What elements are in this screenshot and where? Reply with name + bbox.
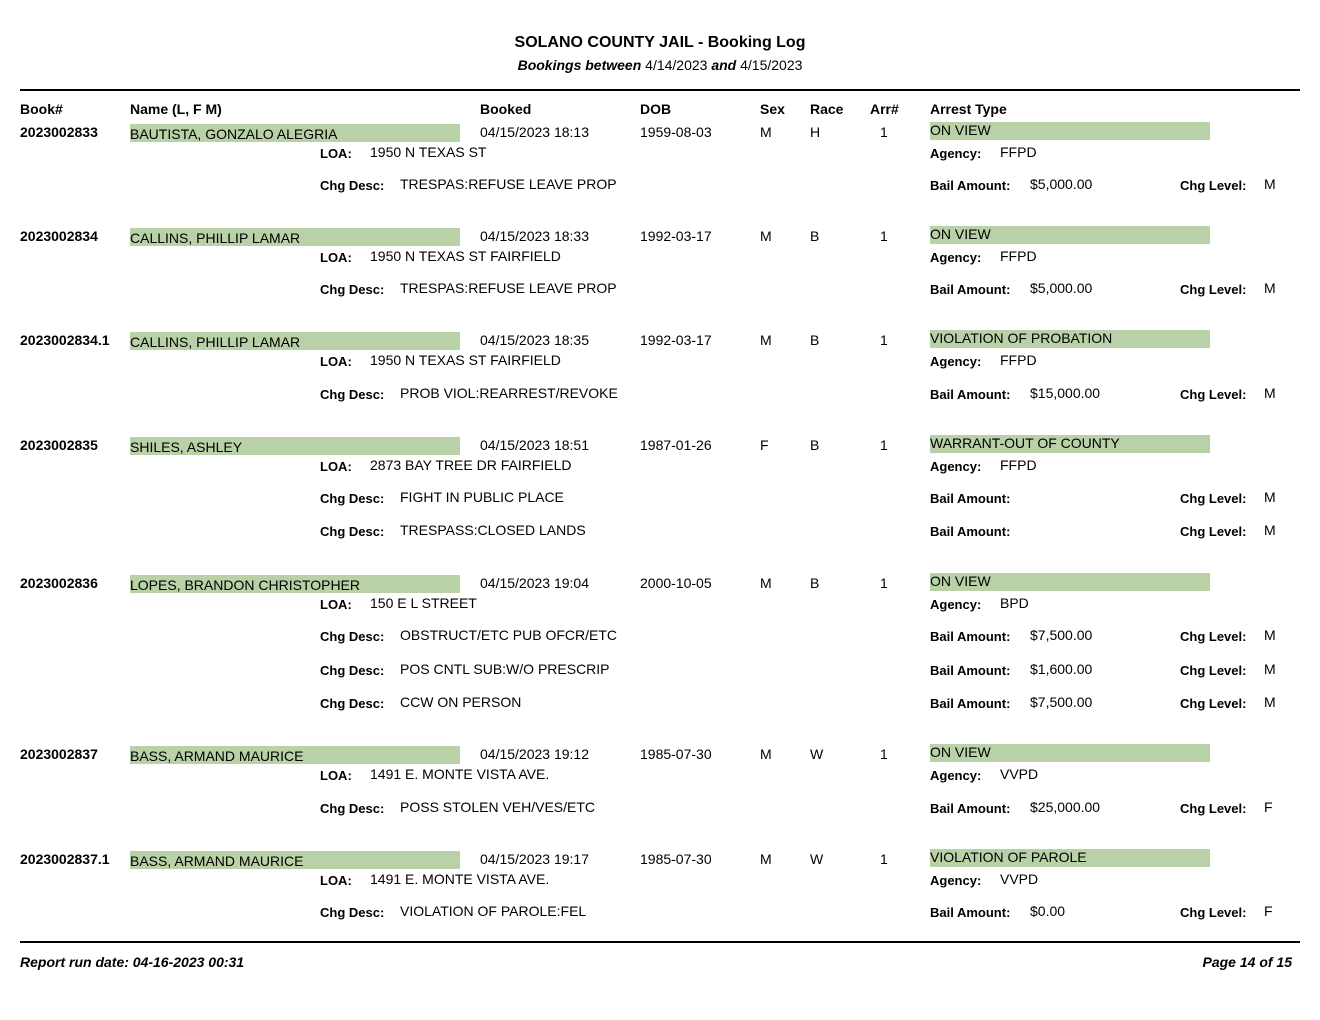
bail-amount: $5,000.00 xyxy=(1030,280,1093,296)
report-title: SOLANO COUNTY JAIL - Booking Log xyxy=(514,34,806,51)
bail-amount: $25,000.00 xyxy=(1030,799,1101,815)
agency-label: Agency: xyxy=(930,354,982,369)
charge-desc: TRESPAS:REFUSE LEAVE PROP xyxy=(400,176,617,192)
book-number: 2023002833 xyxy=(20,124,98,140)
bail-amount-label: Bail Amount: xyxy=(930,905,1011,920)
date-of-birth: 1992-03-17 xyxy=(640,332,712,348)
charge-desc-label: Chg Desc: xyxy=(320,801,385,816)
booked-datetime: 04/15/2023 18:13 xyxy=(480,124,589,140)
sex-value: M xyxy=(760,124,772,140)
charge-desc: POS CNTL SUB:W/O PRESCRIP xyxy=(400,661,610,677)
booked-datetime: 04/15/2023 18:35 xyxy=(480,332,589,348)
agency-label: Agency: xyxy=(930,459,982,474)
agency-value: VVPD xyxy=(1000,871,1039,887)
arrest-type: VIOLATION OF PAROLE xyxy=(930,849,1087,865)
col-header-race: Race xyxy=(810,101,844,117)
bail-amount-label: Bail Amount: xyxy=(930,663,1011,678)
arrest-type: WARRANT-OUT OF COUNTY xyxy=(930,435,1120,451)
col-header-arrest-type: Arrest Type xyxy=(930,101,1007,117)
loa-label: LOA: xyxy=(320,768,352,783)
booked-datetime: 04/15/2023 19:04 xyxy=(480,575,589,591)
bail-amount: $15,000.00 xyxy=(1030,385,1101,401)
date-of-birth: 1959-08-03 xyxy=(640,124,712,140)
charge-level: M xyxy=(1264,489,1276,505)
inmate-name: BAUTISTA, GONZALO ALEGRIA xyxy=(130,126,338,142)
charge-row xyxy=(0,694,1320,714)
charge-desc: VIOLATION OF PAROLE:FEL xyxy=(400,903,587,919)
inmate-name: SHILES, ASHLEY xyxy=(130,439,243,455)
inmate-name: CALLINS, PHILLIP LAMAR xyxy=(130,334,301,350)
book-number: 2023002836 xyxy=(20,575,98,591)
sex-value: F xyxy=(760,437,769,453)
date-from: 4/14/2023 xyxy=(645,57,708,73)
book-number: 2023002834.1 xyxy=(20,332,110,348)
subtitle-prefix: Bookings between xyxy=(517,57,642,73)
arrest-type: ON VIEW xyxy=(930,122,991,138)
sex-value: M xyxy=(760,228,772,244)
col-header-name: Name (L, F M) xyxy=(130,101,222,117)
bail-amount: $1,600.00 xyxy=(1030,661,1093,677)
col-header-arr: Arr# xyxy=(870,101,899,117)
agency-value: FFPD xyxy=(1000,457,1037,473)
date-of-birth: 1985-07-30 xyxy=(640,746,712,762)
book-number: 2023002837 xyxy=(20,746,98,762)
charge-desc-label: Chg Desc: xyxy=(320,387,385,402)
bail-amount-label: Bail Amount: xyxy=(930,524,1011,539)
agency-value: BPD xyxy=(1000,595,1029,611)
charge-desc-label: Chg Desc: xyxy=(320,524,385,539)
charge-desc: POSS STOLEN VEH/VES/ETC xyxy=(400,799,596,815)
arrest-type: VIOLATION OF PROBATION xyxy=(930,330,1113,346)
booked-datetime: 04/15/2023 18:33 xyxy=(480,228,589,244)
footer-divider xyxy=(20,941,1300,943)
loa-value: 1491 E. MONTE VISTA AVE. xyxy=(370,871,550,887)
bail-amount-label: Bail Amount: xyxy=(930,387,1011,402)
booked-datetime: 04/15/2023 19:12 xyxy=(480,746,589,762)
bail-amount: $7,500.00 xyxy=(1030,694,1093,710)
bail-amount-label: Bail Amount: xyxy=(930,282,1011,297)
subtitle-and: and xyxy=(711,57,737,73)
date-of-birth: 1992-03-17 xyxy=(640,228,712,244)
book-number: 2023002837.1 xyxy=(20,851,110,867)
charge-desc: PROB VIOL:REARREST/REVOKE xyxy=(400,385,618,401)
charge-desc: CCW ON PERSON xyxy=(400,694,522,710)
charge-row xyxy=(0,799,1320,819)
col-header-dob: DOB xyxy=(640,101,672,117)
charge-level-label: Chg Level: xyxy=(1180,387,1247,402)
charge-desc-label: Chg Desc: xyxy=(320,663,385,678)
charge-row xyxy=(0,280,1320,300)
race-value: B xyxy=(810,437,820,453)
booked-datetime: 04/15/2023 18:51 xyxy=(480,437,589,453)
arrest-number: 1 xyxy=(880,437,888,453)
charge-desc: FIGHT IN PUBLIC PLACE xyxy=(400,489,564,505)
loa-label: LOA: xyxy=(320,250,352,265)
charge-row xyxy=(0,627,1320,647)
charge-level-label: Chg Level: xyxy=(1180,905,1247,920)
charge-desc-label: Chg Desc: xyxy=(320,178,385,193)
charge-desc-label: Chg Desc: xyxy=(320,696,385,711)
loa-label: LOA: xyxy=(320,146,352,161)
agency-label: Agency: xyxy=(930,768,982,783)
charge-desc-label: Chg Desc: xyxy=(320,491,385,506)
charge-desc: TRESPASS:CLOSED LANDS xyxy=(400,522,586,538)
charge-desc: TRESPAS:REFUSE LEAVE PROP xyxy=(400,280,617,296)
bail-amount-label: Bail Amount: xyxy=(930,491,1011,506)
charge-row xyxy=(0,489,1320,509)
page-number: Page 14 of 15 xyxy=(1202,954,1292,970)
bail-amount: $0.00 xyxy=(1030,903,1066,919)
arrest-type: ON VIEW xyxy=(930,744,991,760)
charge-level: M xyxy=(1264,522,1276,538)
charge-level: M xyxy=(1264,176,1276,192)
inmate-name: LOPES, BRANDON CHRISTOPHER xyxy=(130,577,361,593)
arrest-number: 1 xyxy=(880,228,888,244)
charge-level-label: Chg Level: xyxy=(1180,696,1247,711)
race-value: B xyxy=(810,228,820,244)
inmate-name: BASS, ARMAND MAURICE xyxy=(130,853,304,869)
charge-row xyxy=(0,522,1320,542)
charge-level-label: Chg Level: xyxy=(1180,663,1247,678)
bail-amount: $7,500.00 xyxy=(1030,627,1093,643)
charge-level: M xyxy=(1264,627,1276,643)
agency-label: Agency: xyxy=(930,250,982,265)
col-header-booked: Booked xyxy=(480,101,532,117)
loa-value: 150 E L STREET xyxy=(370,595,477,611)
arrest-number: 1 xyxy=(880,332,888,348)
charge-level: M xyxy=(1264,385,1276,401)
loa-value: 1950 N TEXAS ST FAIRFIELD xyxy=(370,352,561,368)
loa-value: 1950 N TEXAS ST FAIRFIELD xyxy=(370,248,561,264)
agency-label: Agency: xyxy=(930,146,982,161)
bail-amount-label: Bail Amount: xyxy=(930,696,1011,711)
agency-label: Agency: xyxy=(930,597,982,612)
charge-level: M xyxy=(1264,280,1276,296)
charge-level: F xyxy=(1264,799,1273,815)
loa-value: 1491 E. MONTE VISTA AVE. xyxy=(370,766,550,782)
bail-amount-label: Bail Amount: xyxy=(930,178,1011,193)
charge-row xyxy=(0,903,1320,923)
arrest-number: 1 xyxy=(880,746,888,762)
book-number: 2023002835 xyxy=(20,437,98,453)
sex-value: M xyxy=(760,332,772,348)
sex-value: M xyxy=(760,851,772,867)
loa-value: 1950 N TEXAS ST xyxy=(370,144,487,160)
agency-value: FFPD xyxy=(1000,248,1037,264)
date-of-birth: 1987-01-26 xyxy=(640,437,712,453)
col-header-book: Book# xyxy=(20,101,63,117)
charge-row xyxy=(0,661,1320,681)
charge-level: F xyxy=(1264,903,1273,919)
inmate-name: BASS, ARMAND MAURICE xyxy=(130,748,304,764)
charge-level-label: Chg Level: xyxy=(1180,178,1247,193)
charge-row xyxy=(0,385,1320,405)
report-subtitle xyxy=(0,57,1320,73)
charge-level-label: Chg Level: xyxy=(1180,282,1247,297)
bail-amount: $5,000.00 xyxy=(1030,176,1093,192)
loa-value: 2873 BAY TREE DR FAIRFIELD xyxy=(370,457,572,473)
book-number: 2023002834 xyxy=(20,228,98,244)
charge-level: M xyxy=(1264,694,1276,710)
charge-row xyxy=(0,176,1320,196)
charge-desc-label: Chg Desc: xyxy=(320,905,385,920)
loa-label: LOA: xyxy=(320,873,352,888)
agency-value: VVPD xyxy=(1000,766,1039,782)
charge-desc-label: Chg Desc: xyxy=(320,629,385,644)
booked-datetime: 04/15/2023 19:17 xyxy=(480,851,589,867)
arrest-type: ON VIEW xyxy=(930,573,991,589)
inmate-name: CALLINS, PHILLIP LAMAR xyxy=(130,230,301,246)
race-value: W xyxy=(810,746,824,762)
arrest-type: ON VIEW xyxy=(930,226,991,242)
date-to: 4/15/2023 xyxy=(740,57,803,73)
bail-amount-label: Bail Amount: xyxy=(930,629,1011,644)
date-of-birth: 1985-07-30 xyxy=(640,851,712,867)
bail-amount-label: Bail Amount: xyxy=(930,801,1011,816)
sex-value: M xyxy=(760,575,772,591)
agency-value: FFPD xyxy=(1000,144,1037,160)
arrest-number: 1 xyxy=(880,575,888,591)
loa-label: LOA: xyxy=(320,597,352,612)
charge-desc: OBSTRUCT/ETC PUB OFCR/ETC xyxy=(400,627,618,643)
race-value: B xyxy=(810,332,820,348)
charge-level: M xyxy=(1264,661,1276,677)
charge-level-label: Chg Level: xyxy=(1180,491,1247,506)
race-value: H xyxy=(810,124,821,140)
col-header-sex: Sex xyxy=(760,101,785,117)
loa-label: LOA: xyxy=(320,459,352,474)
charge-level-label: Chg Level: xyxy=(1180,524,1247,539)
arrest-number: 1 xyxy=(880,124,888,140)
report-run-date: Report run date: 04-16-2023 00:31 xyxy=(20,954,245,970)
header-divider xyxy=(20,89,1300,91)
charge-desc-label: Chg Desc: xyxy=(320,282,385,297)
loa-label: LOA: xyxy=(320,354,352,369)
race-value: B xyxy=(810,575,820,591)
agency-label: Agency: xyxy=(930,873,982,888)
sex-value: M xyxy=(760,746,772,762)
race-value: W xyxy=(810,851,824,867)
agency-value: FFPD xyxy=(1000,352,1037,368)
charge-level-label: Chg Level: xyxy=(1180,801,1247,816)
arrest-number: 1 xyxy=(880,851,888,867)
date-of-birth: 2000-10-05 xyxy=(640,575,712,591)
charge-level-label: Chg Level: xyxy=(1180,629,1247,644)
